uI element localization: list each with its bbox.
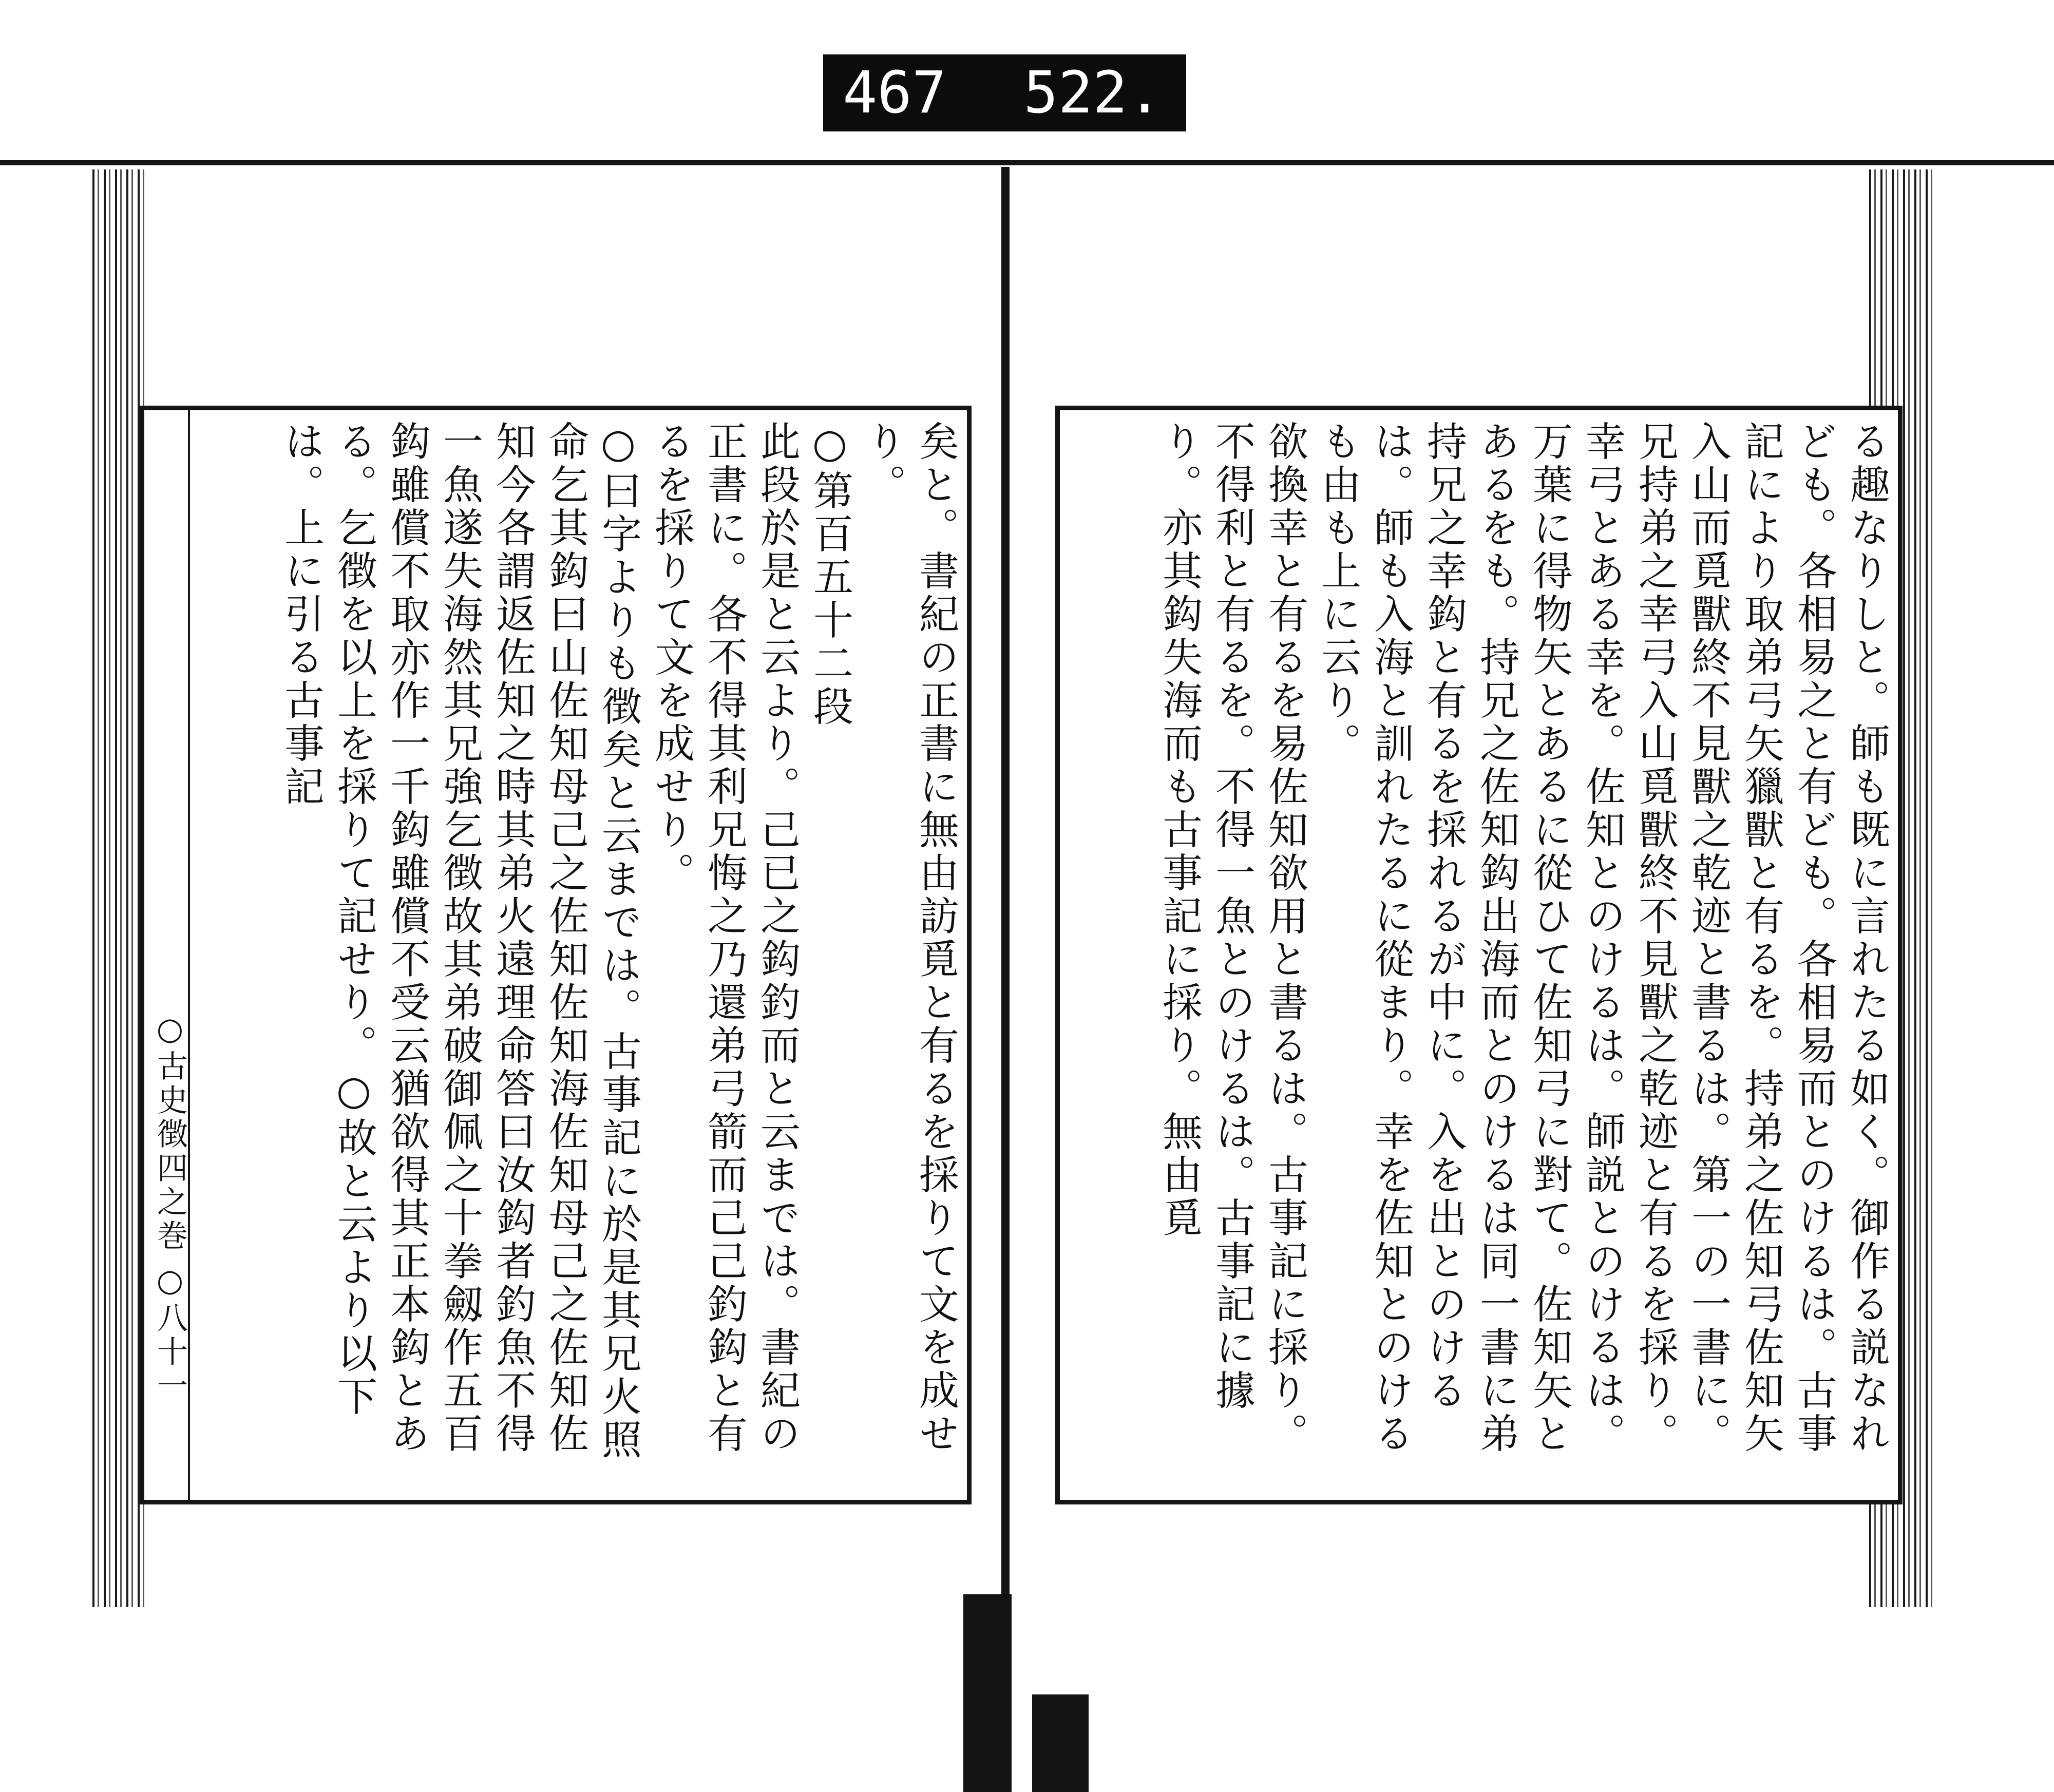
archive-number-label	[823, 54, 1186, 131]
left-page	[140, 406, 972, 1504]
section-heading: ○第百五十二段	[807, 421, 853, 729]
text-paragraph: る趣なりしと。師も既に言れたる如く。御作る説なれども。各相易之と有ども。各相易而とのけるは。古事記により取弟弓矢獵獸と有るを。持弟之佐知弓佐知矢入山而覓獸終不見獸之乾迹と書るは。第一の一書に。兄持弟之幸弓入山覓獸終不見獸之乾迹と有るを採り。幸弓とある幸を。佐知とのけるは。師説とのけるは。万葉に得物矢とあるに從ひて佐知弓に對て。佐知矢とあるをも。持兄之佐知鈎出海而とのけるは同一書に弟持兄之幸鈎と有るを採れるが中に。入を出とのけるは。師も入海と訓れたるに從まり。幸を佐知とのけるも由も上に云り。	[1315, 421, 1890, 1456]
right-page-text	[1065, 421, 1893, 1490]
archive-number-1: 467	[843, 60, 947, 126]
left-page-text	[195, 421, 962, 1490]
running-header-title: ○古史徴四之巻	[152, 1011, 188, 1253]
archive-number-2: 522.	[1023, 60, 1163, 126]
text-paragraph: 矣と。書紀の正書に無由訪覓と有るを採りて文を成せり。	[860, 421, 959, 1456]
text-paragraph: 欲換幸と有るを易佐知欲用と書るは。古事記に採り。不得利と有るを。不得一魚とのけるは。古事記に據り。亦其鈎失海而も古事記に採り。無由覓	[1156, 421, 1308, 1456]
page-number: ○八十一	[152, 1263, 188, 1403]
top-rule	[0, 160, 2054, 165]
spine-base-shadow	[1032, 1694, 1089, 1792]
right-page	[1055, 406, 1903, 1504]
text-paragraph: ○曰字よりも徴矣と云までは。古事記に於是其兄火照命乞其鈎曰山佐知母己之佐知佐知海佐知母己之佐知佐知今各謂返佐知之時其弟火遠理命答曰汝鈎者釣魚不得一魚遂失海然其兄強乞徴故其弟破御佩之十拳劔作五百鈎雖償不取亦作一千鈎雖償不受云猶欲得其正本鈎とある。乞徴を以上を採りて記せり。○故と云より以下は。上に引る古事記	[278, 421, 641, 1462]
header-separator	[188, 410, 190, 1500]
spine-base	[963, 1594, 1012, 1792]
text-paragraph: 此段於是と云より。己已之鈎釣而と云までは。書紀の正書に。各不得其利兄悔之乃還弟弓箭而己己釣鈎と有るを採りて文を成せり。	[648, 421, 800, 1456]
book-spine	[1001, 167, 1010, 1610]
